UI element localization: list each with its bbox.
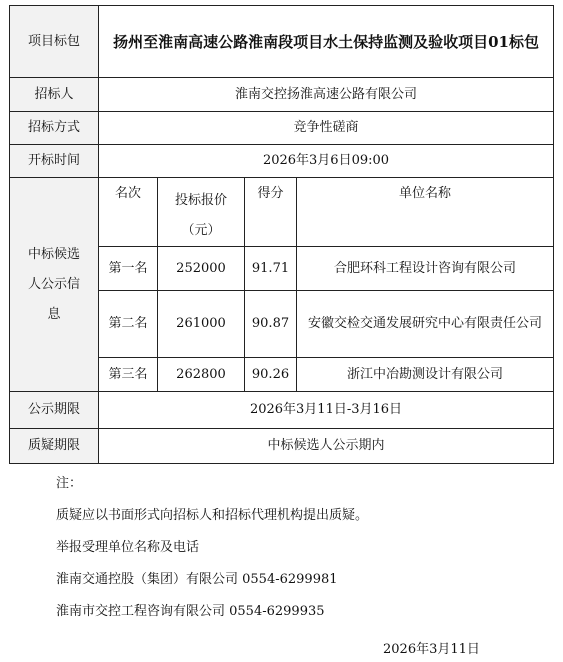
company-cell: 安徽交检交通发展研究中心有限责任公司: [297, 291, 554, 358]
notes-line: 举报受理单位名称及电话: [56, 540, 200, 555]
company-cell: 浙江中冶勘测设计有限公司: [297, 358, 554, 392]
notes-line: 淮南交通控股（集团）有限公司 0554-6299981: [56, 572, 338, 587]
publicity-label: 公示期限: [10, 392, 99, 429]
rank-cell: 第一名: [99, 247, 158, 291]
rank-cell: 第三名: [99, 358, 158, 392]
open-time-label: 开标时间: [10, 145, 99, 178]
score-cell: 91.71: [245, 247, 297, 291]
price-cell: 252000: [158, 247, 245, 291]
notes-line: 淮南市交控工程咨询有限公司 0554-6299935: [56, 604, 325, 619]
open-time-value: 2026年3月6日09:00: [99, 145, 554, 178]
price-header: 投标报价（元）: [158, 178, 245, 247]
score-cell: 90.87: [245, 291, 297, 358]
tenderer-label: 招标人: [10, 78, 99, 112]
rank-header: 名次: [99, 178, 158, 247]
project-label: 项目标包: [10, 6, 99, 78]
company-cell: 合肥环科工程设计咨询有限公司: [297, 247, 554, 291]
publicity-value: 2026年3月11日-3月16日: [99, 392, 554, 429]
rank-cell: 第二名: [99, 291, 158, 358]
notes-heading: 注：: [56, 476, 83, 491]
price-cell: 261000: [158, 291, 245, 358]
price-cell: 262800: [158, 358, 245, 392]
method-value: 竞争性磋商: [99, 112, 554, 145]
objection-value: 中标候选人公示期内: [99, 429, 554, 464]
score-header: 得分: [245, 178, 297, 247]
bid-result-table: [9, 5, 554, 464]
project-title: 扬州至淮南高速公路淮南段项目水土保持监测及验收项目01标包: [99, 6, 554, 78]
candidate-label: 中标候选人公示信息: [10, 178, 99, 392]
publish-date: 2026年3月11日: [383, 642, 480, 657]
tenderer-value: 淮南交控扬淮高速公路有限公司: [99, 78, 554, 112]
notes-line: 质疑应以书面形式向招标人和招标代理机构提出质疑。: [56, 508, 369, 523]
method-label: 招标方式: [10, 112, 99, 145]
company-header: 单位名称: [297, 178, 554, 247]
notes-section: [56, 474, 536, 634]
score-cell: 90.26: [245, 358, 297, 392]
objection-label: 质疑期限: [10, 429, 99, 464]
